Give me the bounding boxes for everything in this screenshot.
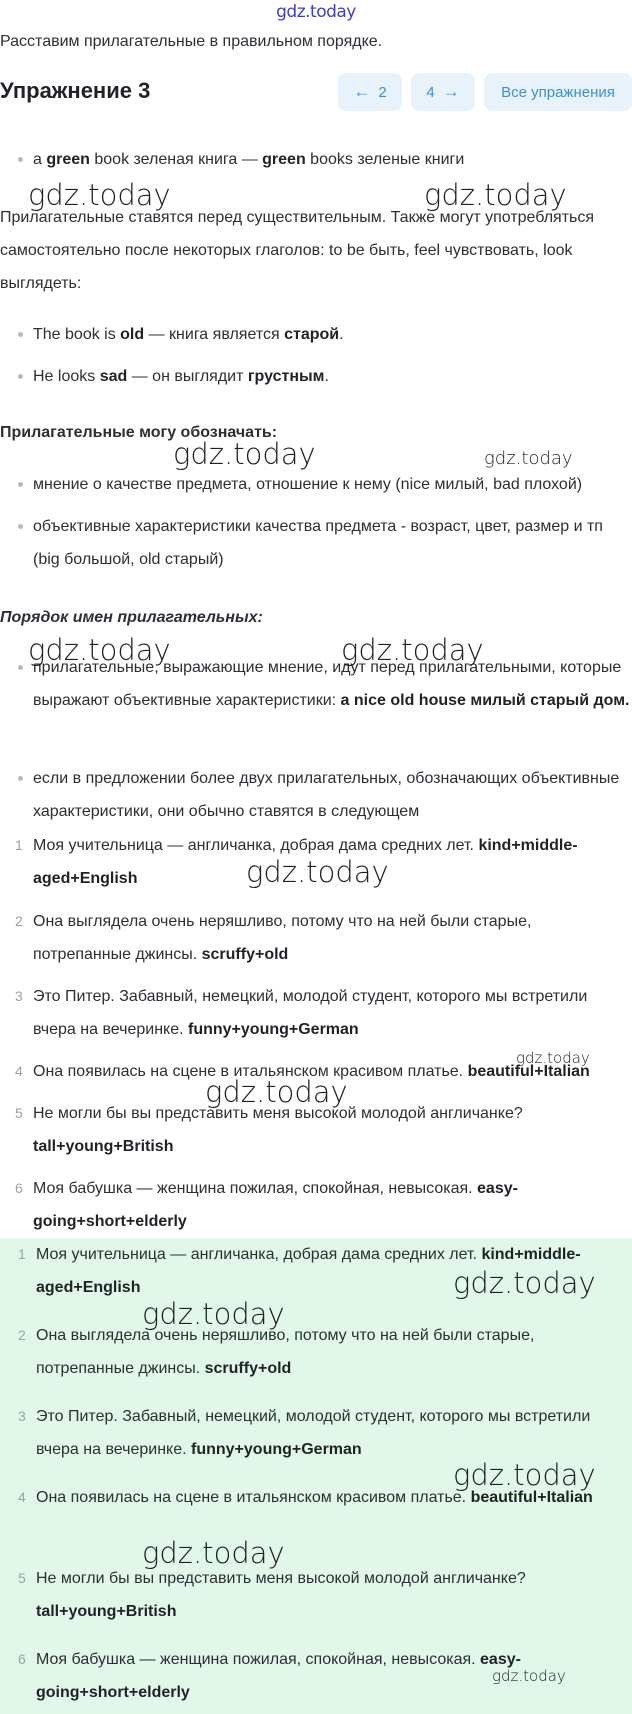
answer-item: 6 Моя бабушка — женщина пожилая, спокойная, невысокая. easy-going+short+elderly — [18, 1651, 521, 1701]
answer-item: 2 Она выглядела очень неряшливо, потому что на ней были старые, потрепанные джинсы. scruffy+old — [18, 1327, 535, 1377]
watermark: gdz.today — [453, 1458, 596, 1492]
watermark: gdz.today — [28, 178, 171, 212]
all-exercises-button[interactable] — [484, 73, 632, 111]
meaning-text: мнение о качестве предмета, отношение к нему (nice милый, bad плохой) — [33, 476, 583, 493]
watermark: gdz.today — [516, 1049, 590, 1067]
example-text: The book is old — книга является старой. — [33, 326, 344, 343]
watermark: gdz.today — [173, 437, 316, 471]
list-item — [12, 468, 632, 501]
exercise-item: 6 Моя бабушка — женщина пожилая, спокойная, невысокая. easy-going+short+elderly — [15, 1180, 518, 1230]
bullet-dot — [18, 157, 23, 162]
next-exercise-label: 4 — [426, 83, 435, 101]
arrow-right-icon: → — [442, 82, 460, 101]
list-item — [12, 143, 632, 176]
answer-panel — [0, 1238, 632, 1714]
page-title: Упражнение 3 — [0, 78, 151, 103]
watermark: gdz.today — [246, 855, 389, 889]
watermark: gdz.today — [341, 633, 484, 667]
answer-item: 3 Это Питер. Забавный, немецкий, молодой студент, которого мы встретили вчера на вечеринке. funny+young+German — [18, 1408, 591, 1458]
answer-item: 4 Она появилась на сцене в итальянском красивом платье. beautiful+Italian — [18, 1489, 593, 1506]
arrow-left-icon: ← — [353, 82, 371, 101]
meanings-heading: Прилагательные могу обозначать: — [0, 424, 278, 441]
list-item — [12, 651, 632, 717]
example-text: He looks sad — он выглядит грустным. — [33, 368, 329, 385]
watermark: gdz.today — [28, 633, 171, 667]
next-exercise-button[interactable] — [411, 73, 475, 111]
watermark: gdz.today — [142, 1297, 285, 1331]
exercise-item: 3 Это Питер. Забавный, немецкий, молодой студент, которого мы встретили вчера на вечеринке. funny+young+German — [15, 988, 588, 1038]
order-heading: Порядок имен прилагательных: — [0, 609, 263, 626]
exercise-item: 4 Она появилась на сцене в итальянском красивом платье. beautiful+Italian — [15, 1063, 590, 1080]
exercise-item: 1 Моя учительница — англичанка, добрая дама средних лет. kind+middle-aged+English — [15, 837, 578, 887]
intro-text: Расставим прилагательные в правильном порядке. — [0, 33, 383, 50]
order-rule-text: если в предложении более двух прилагательных, обозначающих объективные характеристики, они обычно ставятся в следующем — [33, 770, 620, 820]
all-exercises-label: Все упражнения — [501, 83, 615, 101]
watermark: gdz.today — [142, 1536, 285, 1570]
prev-exercise-label: 2 — [378, 83, 387, 101]
bullet-dot — [18, 332, 23, 337]
watermark: gdz.today — [424, 178, 567, 212]
bullet-dot — [18, 665, 23, 670]
bullet-dot — [18, 482, 23, 487]
exercise-item: 5 Не могли бы вы представить меня высокой молодой англичанке? tall+young+British — [15, 1105, 523, 1155]
list-item — [12, 318, 632, 351]
answer-item: 1 Моя учительница — англичанка, добрая дама средних лет. kind+middle-aged+English — [18, 1246, 581, 1296]
watermark: gdz.today — [492, 1667, 566, 1685]
list-item — [12, 510, 632, 576]
answer-item: 5 Не могли бы вы представить меня высокой молодой англичанке? tall+young+British — [18, 1570, 526, 1620]
bullet-dot — [18, 374, 23, 379]
theory-paragraph: Прилагательные ставятся перед существительным. Также могут употребляться самостоятельно после некоторых глаголов: to be быть, feel чувствовать, look выглядеть: — [0, 209, 595, 292]
list-item — [12, 762, 632, 828]
order-rule-text: прилагательные, выражающие мнение, идут перед прилагательными, которые выражают объективные характеристики: a nice old house милый старый дом. — [33, 659, 630, 709]
prev-exercise-button[interactable] — [338, 73, 402, 111]
meaning-text: объективные характеристики качества предмета - возраст, цвет, размер и тп (big большой, old старый) — [33, 518, 603, 568]
watermark: gdz.today — [484, 448, 573, 469]
list-item — [12, 360, 632, 393]
bullet-dot — [18, 524, 23, 529]
exercise-item: 2 Она выглядела очень неряшливо, потому что на ней были старые, потрепанные джинсы. scruffy+old — [15, 913, 532, 963]
watermark: gdz.today — [453, 1266, 596, 1300]
example-text: a green book зеленая книга — green books зеленые книги — [33, 151, 465, 168]
watermark: gdz.today — [205, 1075, 348, 1109]
site-logo[interactable]: gdz.today — [276, 2, 356, 22]
bullet-dot — [18, 776, 23, 781]
